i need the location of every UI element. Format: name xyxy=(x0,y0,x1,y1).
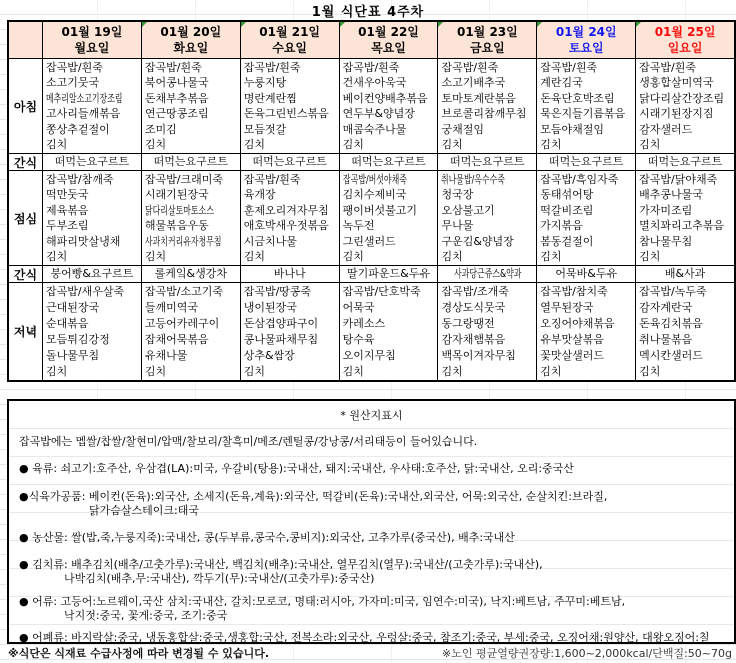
menu-item: 오징어야채볶음 xyxy=(540,316,615,330)
menu-item: 떠먹는요구르트 xyxy=(351,155,426,168)
date-label: 01월 21일 xyxy=(259,25,321,39)
origin-bullet xyxy=(19,558,724,586)
snack2-cell xyxy=(43,266,142,282)
lunch-cell xyxy=(43,171,142,265)
dinner-cell xyxy=(142,283,241,380)
menu-item: 닭다리살간장조림 xyxy=(639,91,725,105)
menu-item: 두부조림 xyxy=(46,219,89,233)
origin-bullet xyxy=(19,631,724,644)
origin-line: ● 어폐류: 바지락살:중국, 냉동홍합살:중국,생홍합:국산, 전복소라:외국산, 우렁살:중국, 참조기:중국, 부세:중국, 오징어채:원양산, 대왕오징어:칠 xyxy=(19,631,710,644)
menu-item: 생홍합살미역국 xyxy=(639,76,714,90)
menu-item: 소고기뭇국 xyxy=(46,76,100,90)
menu-item: 해파리맛살냉채 xyxy=(46,234,121,248)
menu-item: 잡곡밥/흑임자죽 xyxy=(540,173,619,186)
snack2-cell xyxy=(438,266,537,282)
breakfast-cell xyxy=(340,59,439,153)
menu-item: 동태섞어탕 xyxy=(540,188,594,202)
menu-item: 시금치나물 xyxy=(243,234,297,248)
origin-bullet xyxy=(19,462,724,476)
menu-item: 청국장 xyxy=(441,188,474,202)
origin-line: 나박김치(배추,무:국내산), 깍두기(무):국내산/(고춧가루):중국산) xyxy=(64,572,375,585)
menu-item: 소고기배추국 xyxy=(441,76,506,90)
row-label-snack2: 간식 xyxy=(9,266,43,282)
menu-item: 김치수제비국 xyxy=(342,188,407,202)
menu-item: 꽃맛살샐러드 xyxy=(540,348,605,362)
excel-flag-icon xyxy=(438,22,443,27)
snack1-cell xyxy=(142,154,241,170)
weekday-label: 화요일 xyxy=(173,41,209,55)
menu-item: 잡곡밥/흰죽 xyxy=(243,173,301,186)
weekday-label: 금요일 xyxy=(469,41,505,55)
breakfast-cell xyxy=(636,59,734,153)
breakfast-cell xyxy=(537,59,636,153)
menu-item: 모듬튀김강정 xyxy=(46,332,110,346)
breakfast-cell xyxy=(142,59,241,153)
menu-item: 조미김 xyxy=(144,122,177,136)
dinner-cell xyxy=(438,283,537,380)
menu-item: 김치 xyxy=(342,364,364,378)
menu-item: 배&사과 xyxy=(664,267,706,280)
menu-item: 떡갈비조림 xyxy=(540,203,594,217)
header-row xyxy=(9,22,734,58)
snack2-cell xyxy=(241,266,340,282)
menu-item: 김치 xyxy=(639,250,661,264)
menu-item: 가자미조림 xyxy=(639,203,693,217)
menu-item: 돌나물무침 xyxy=(46,348,100,362)
origin-intro: 잡곡밥에는 멥쌀/찹쌀/찰현미/압맥/찰보리/찰흑미/메조/렌틸콩/강낭콩/서리태등이 들어있습니다. xyxy=(19,435,478,448)
menu-item: 브로콜리참깨무침 xyxy=(441,107,527,121)
menu-item: 봄동겉절이 xyxy=(540,234,594,248)
menu-item: 토마토계란볶음 xyxy=(441,91,516,105)
menu-item: 김치 xyxy=(243,364,265,378)
menu-item: 떠먹는요구르트 xyxy=(450,155,525,168)
menu-item: 메추리알소고기장조림 xyxy=(46,91,123,105)
lunch-cell xyxy=(142,171,241,265)
menu-item: 김치 xyxy=(540,250,562,264)
excel-flag-icon xyxy=(636,22,641,27)
menu-item: 잡곡밥/버섯야채죽 xyxy=(342,173,407,186)
menu-item: 유부맛살볶음 xyxy=(540,332,605,346)
menu-item: 김치 xyxy=(639,364,661,378)
lunch-cell xyxy=(241,171,340,265)
menu-item: 모듬야채절임 xyxy=(540,122,605,136)
menu-item: 멕시칸샐러드 xyxy=(639,348,703,362)
menu-item: 가지볶음 xyxy=(540,219,583,233)
snack2-cell xyxy=(537,266,636,282)
menu-item: 매콤숙주나물 xyxy=(342,122,407,136)
menu-item: 김치 xyxy=(144,138,167,152)
origin-box xyxy=(7,399,736,644)
origin-line: 닭가슴살스테이크:태국 xyxy=(89,504,199,517)
day-header xyxy=(43,22,142,58)
row-lunch xyxy=(9,170,734,265)
menu-item: 감자샐러드 xyxy=(639,122,693,136)
day-header xyxy=(142,22,241,58)
origin-bullets xyxy=(9,462,734,644)
snack1-cell xyxy=(636,154,734,170)
weekday-label: 토요일 xyxy=(568,41,604,55)
menu-item: 취나물밥/옥수수죽 xyxy=(441,173,506,186)
menu-item: 유채나물 xyxy=(144,348,188,362)
menu-item: 북어콩나물국 xyxy=(144,76,209,90)
row-label-dinner: 저녁 xyxy=(9,283,43,380)
menu-item: 김치 xyxy=(540,364,562,378)
menu-item: 돈삼겹양파구이 xyxy=(243,316,319,330)
menu-item: 떠먹는요구르트 xyxy=(549,155,624,168)
menu-item: 카레소스 xyxy=(342,316,386,330)
lunch-cell xyxy=(340,171,439,265)
snack1-cell xyxy=(340,154,439,170)
snack1-cell xyxy=(438,154,537,170)
menu-item: 취나물볶음 xyxy=(639,332,693,346)
snack1-cell xyxy=(537,154,636,170)
menu-item: 감자계란국 xyxy=(639,300,693,314)
dinner-cell xyxy=(537,283,636,380)
menu-item: 어묵국 xyxy=(342,300,375,314)
menu-item: 건새우아욱국 xyxy=(342,76,407,90)
snack2-cell xyxy=(340,266,439,282)
row-label-lunch: 점심 xyxy=(9,171,43,265)
menu-item: 훈제오리겨자무침 xyxy=(243,203,329,217)
menu-item: 고등어카레구이 xyxy=(144,316,220,330)
snack2-cell xyxy=(142,266,241,282)
menu-item: 잡곡밥/흰죽 xyxy=(342,61,400,74)
row-snack1 xyxy=(9,153,734,170)
date-label: 01월 25일 xyxy=(654,25,716,39)
menu-item: 배추콩나물국 xyxy=(639,188,703,202)
menu-item: 김치 xyxy=(243,138,265,152)
menu-table xyxy=(7,20,736,382)
row-snack2 xyxy=(9,265,734,282)
menu-item: 녹두전 xyxy=(342,219,375,233)
menu-item: 시래기된장지짐 xyxy=(639,107,714,121)
menu-item: 경상도식뭇국 xyxy=(441,300,506,314)
menu-item: 닭다리살토마토소스 xyxy=(144,203,214,217)
menu-item: 잡곡밥/닭야채죽 xyxy=(639,173,718,186)
menu-item: 해물볶음우동 xyxy=(144,219,209,233)
day-header xyxy=(636,22,734,58)
menu-item: 열무된장국 xyxy=(540,300,594,314)
menu-item: 잡곡밥/조개죽 xyxy=(441,285,509,298)
menu-item: 오이지무침 xyxy=(342,348,396,362)
menu-item: 연근땅콩조림 xyxy=(144,107,209,121)
excel-flag-icon xyxy=(142,22,147,27)
origin-line: ● 김치류: 배추김치(배추/고춧가루):국내산, 백김치(배추):국내산, 열무김치(열무):국내산/(고춧가루):국내산), xyxy=(19,558,543,571)
weekday-label: 수요일 xyxy=(272,41,308,55)
origin-bullet xyxy=(19,595,724,623)
menu-item: 사과당근쥬스&약과 xyxy=(453,267,522,280)
snack1-cell xyxy=(241,154,340,170)
menu-item: 연두부&양념장 xyxy=(342,107,415,121)
menu-item: 팽이버섯불고기 xyxy=(342,203,417,217)
menu-item: 어묵바&두유 xyxy=(555,267,618,280)
menu-item: 감자채햄볶음 xyxy=(441,332,506,346)
menu-item: 잡곡밥/녹두죽 xyxy=(639,285,707,298)
menu-item: 근대된장국 xyxy=(46,300,100,314)
breakfast-cell xyxy=(241,59,340,153)
origin-line: 낙지젓:중국, 꽃게:중국, 조기:중국 xyxy=(64,609,228,622)
menu-item: 잡곡밥/참깨죽 xyxy=(46,173,114,186)
menu-item: 냉이된장국 xyxy=(243,300,297,314)
page-title: 1월 식단표 4주차 xyxy=(311,5,425,20)
menu-item: 계란김국 xyxy=(540,76,583,90)
menu-item: 무나물 xyxy=(441,219,474,233)
menu-item: 바나나 xyxy=(273,267,306,280)
menu-item: 롤케잌&생강차 xyxy=(154,267,227,280)
dinner-cell xyxy=(340,283,439,380)
menu-item: 궁채절임 xyxy=(441,122,484,136)
breakfast-cell xyxy=(438,59,537,153)
menu-item: 콩나물파채무침 xyxy=(243,332,319,346)
menu-item: 구운김&양념장 xyxy=(441,234,514,248)
menu-item: 오삼불고기 xyxy=(441,203,495,217)
menu-item: 명란계란찜 xyxy=(243,91,297,105)
menu-item: 사과치커리유자청무침 xyxy=(144,234,222,248)
menu-item: 누룽지탕 xyxy=(243,76,287,90)
menu-item: 잡곡밥/참치죽 xyxy=(540,285,608,298)
date-label: 01월 24일 xyxy=(555,25,617,39)
excel-flag-icon xyxy=(340,22,345,27)
menu-item: 제육볶음 xyxy=(46,203,89,217)
menu-item: 김치 xyxy=(342,250,364,264)
excel-flag-icon xyxy=(537,22,542,27)
menu-item: 잡곡밥/단호박죽 xyxy=(342,285,421,298)
weekday-label: 일요일 xyxy=(667,41,703,55)
menu-item: 김치 xyxy=(639,138,661,152)
day-header xyxy=(537,22,636,58)
menu-item: 그린샐러드 xyxy=(342,234,396,248)
menu-item: 모듬젓갈 xyxy=(243,122,287,136)
menu-item: 애호박새우젓볶음 xyxy=(243,219,329,233)
menu-item: 고사리들깨볶음 xyxy=(46,107,121,121)
menu-item: 딸기파운드&두유 xyxy=(347,267,430,280)
date-label: 01월 22일 xyxy=(358,25,419,39)
menu-item: 김치 xyxy=(342,138,364,152)
weekday-label: 월요일 xyxy=(74,41,110,55)
menu-item: 김치 xyxy=(441,138,463,152)
menu-item: 잡곡밥/흰죽 xyxy=(441,61,499,74)
menu-item: 떡만둣국 xyxy=(46,188,89,202)
menu-item: 돈채부추볶음 xyxy=(144,91,209,105)
menu-item: 탕수육 xyxy=(342,332,375,346)
menu-item: 쫑상추겉절이 xyxy=(46,122,110,136)
menu-item: 잡곡밥/흰죽 xyxy=(540,61,598,74)
snack1-cell xyxy=(43,154,142,170)
menu-item: 시래기된장국 xyxy=(144,188,209,202)
origin-title: * 원산지표시 xyxy=(340,409,403,422)
menu-item: 들깨미역국 xyxy=(144,300,198,314)
snack2-cell xyxy=(636,266,734,282)
menu-item: 김치 xyxy=(441,250,463,264)
menu-item: 김치 xyxy=(144,250,167,264)
menu-item: 돈육단호박조림 xyxy=(540,91,615,105)
menu-item: 잡곡밥/땅콩죽 xyxy=(243,285,312,298)
menu-item: 김치 xyxy=(243,250,265,264)
menu-item: 순대볶음 xyxy=(46,316,89,330)
row-dinner xyxy=(9,282,734,380)
footer xyxy=(0,645,736,661)
menu-item: 잡곡밥/흰죽 xyxy=(46,61,103,74)
menu-item: 잡곡밥/소고기죽 xyxy=(144,285,223,298)
footer-note-left: ※식단은 식재료 수급사정에 따라 변경될 수 있습니다. xyxy=(8,647,269,660)
corner-cell xyxy=(9,22,43,58)
menu-item: 떠먹는요구르트 xyxy=(647,155,723,168)
origin-bullet xyxy=(19,531,724,545)
menu-item: 잡곡밥/새우살죽 xyxy=(46,285,125,298)
row-breakfast xyxy=(9,58,734,153)
menu-item: 잡채어묵볶음 xyxy=(144,332,209,346)
origin-line: ● 어류: 고등어:노르웨이,국산 삼치:국내산, 갈치:모로코, 명태:러시아, 가자미:미국, 임연수:미국), 낙지:베트남, 주꾸미:베트남, xyxy=(19,595,626,608)
footer-note-right: ※노인 평균열량권장량:1,600~2,000kcal/단백질:50~70g xyxy=(442,647,732,660)
menu-item: 잡곡밥/흰죽 xyxy=(639,61,696,74)
date-label: 01월 20일 xyxy=(160,25,222,39)
menu-item: 돈육김치볶음 xyxy=(639,316,703,330)
menu-item: 떠먹는요구르트 xyxy=(252,155,327,168)
excel-flag-icon xyxy=(241,22,246,27)
lunch-cell xyxy=(636,171,734,265)
date-label: 01월 23일 xyxy=(456,25,518,39)
menu-item: 김치 xyxy=(46,250,68,264)
origin-line: ●식육가공품: 베이컨(돈육):외국산, 소세지(돈육,계육):외국산, 떡갈비(돈육):국내산,외국산, 어묵:외국산, 순살치킨:브라질, xyxy=(19,490,608,503)
menu-item: 잡곡밥/흰죽 xyxy=(243,61,301,74)
dinner-cell xyxy=(241,283,340,380)
menu-item: 김치 xyxy=(46,138,68,152)
origin-bullet xyxy=(19,490,724,518)
menu-item: 김치 xyxy=(540,138,562,152)
menu-item: 참나물무침 xyxy=(639,234,693,248)
menu-item: 돈육그린빈스볶음 xyxy=(243,107,329,121)
menu-item: 김치 xyxy=(144,364,167,378)
menu-item: 김치 xyxy=(441,364,463,378)
dinner-cell xyxy=(43,283,142,380)
menu-item: 붕어빵&요구르트 xyxy=(50,267,134,280)
menu-item: 베이컨양배추볶음 xyxy=(342,91,428,105)
day-header xyxy=(241,22,340,58)
origin-line: ● 육류: 쇠고기:호주산, 우삼겹(LA):미국, 우갈비(탕용):국내산, 돼지:국내산, 우사태:호주산, 닭:국내산, 오리:중국산 xyxy=(19,462,574,475)
menu-item: 김치 xyxy=(46,364,68,378)
menu-item: 잡곡밥/흰죽 xyxy=(144,61,202,74)
menu-item: 멸치꽈리고추볶음 xyxy=(639,219,725,233)
day-header xyxy=(438,22,537,58)
menu-item: 동그랑땡전 xyxy=(441,316,495,330)
row-label-snack1: 간식 xyxy=(9,154,43,170)
date-label: 01월 19일 xyxy=(61,25,123,39)
lunch-cell xyxy=(537,171,636,265)
lunch-cell xyxy=(438,171,537,265)
row-label-breakfast: 아침 xyxy=(9,59,43,153)
menu-item: 백목이겨자무침 xyxy=(441,348,516,362)
menu-item: 육개장 xyxy=(243,188,276,202)
menu-item: 떠먹는요구르트 xyxy=(153,155,228,168)
breakfast-cell xyxy=(43,59,142,153)
menu-item: 묵은지들기름볶음 xyxy=(540,107,626,121)
dinner-cell xyxy=(636,283,734,380)
day-header xyxy=(340,22,439,58)
menu-item: 떠먹는요구르트 xyxy=(54,155,130,168)
origin-line: ● 농산물: 쌀(밥,죽,누룽지죽):국내산, 콩(두부류,콩국수,콩비지):외국산, 고추가루(중국산), 배추:국내산 xyxy=(19,531,515,544)
weekday-label: 목요일 xyxy=(371,41,406,55)
menu-item: 상추&쌈장 xyxy=(243,348,295,362)
menu-item: 잡곡밥/크래미죽 xyxy=(144,173,223,186)
